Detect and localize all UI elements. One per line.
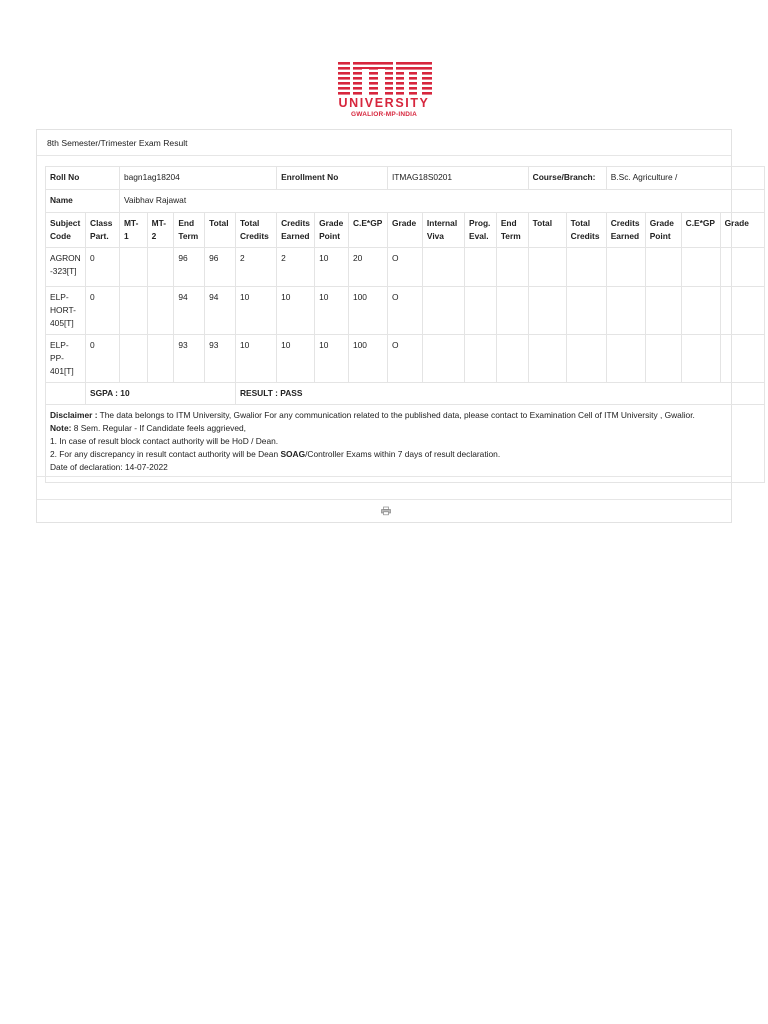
note-line-1: 1. In case of result block contact authority will be HoD / Dean.: [50, 436, 279, 446]
roll-no-label: Roll No: [46, 167, 120, 190]
course-value: B.Sc. Agriculture /: [606, 167, 764, 190]
subject-code-cell: ELP-HORT-405[T]: [46, 287, 86, 335]
subject-code-cell: AGRON-323[T]: [46, 248, 86, 287]
disclaimer-cell: [46, 405, 765, 483]
column-header: Credits Earned: [277, 213, 315, 248]
result-title: 8th Semester/Trimester Exam Result: [37, 130, 731, 156]
table-cell: [422, 248, 464, 287]
table-cell: [606, 287, 645, 335]
table-cell: 10: [235, 287, 276, 335]
result-card: [36, 129, 749, 523]
table-cell: [566, 248, 606, 287]
table-cell: [528, 335, 566, 383]
enrollment-label: Enrollment No: [277, 167, 388, 190]
table-cell: [147, 248, 174, 287]
table-cell: [606, 335, 645, 383]
table-cell: 0: [86, 287, 120, 335]
card-footer-spacer: [37, 476, 731, 500]
column-header: MT-1: [119, 213, 147, 248]
table-row: [46, 248, 765, 287]
roll-no-value: bagn1ag18204: [119, 167, 276, 190]
column-header: C.E*GP: [348, 213, 387, 248]
table-cell: [720, 248, 764, 287]
column-header: End Term: [174, 213, 205, 248]
column-header: Credits Earned: [606, 213, 645, 248]
result-status: RESULT : PASS: [235, 383, 764, 405]
name-label: Name: [46, 190, 120, 213]
subject-rows: [46, 248, 765, 383]
declaration-date: Date of declaration: 14-07-2022: [50, 462, 168, 472]
table-cell: [422, 335, 464, 383]
table-cell: [147, 335, 174, 383]
subject-code-cell: ELP-PP-401[T]: [46, 335, 86, 383]
table-cell: [464, 287, 496, 335]
note-text: 8 Sem. Regular - If Candidate feels aggrieved,: [71, 423, 246, 433]
table-cell: [566, 335, 606, 383]
table-cell: 96: [174, 248, 205, 287]
logo-university-text: UNIVERSITY: [338, 96, 430, 110]
table-cell: O: [387, 287, 422, 335]
table-cell: [119, 287, 147, 335]
table-cell: 0: [86, 248, 120, 287]
disclaimer-label: Disclaimer :: [50, 410, 98, 420]
table-cell: 10: [315, 287, 349, 335]
name-value: Vaibhav Rajawat: [119, 190, 764, 213]
table-cell: [528, 287, 566, 335]
column-header: Total: [528, 213, 566, 248]
column-header: Total Credits: [566, 213, 606, 248]
table-cell: [681, 287, 720, 335]
disclaimer-text: The data belongs to ITM University, Gwalior For any communication related to the published data, please contact to Examination Cell of ITM University , Gwalior.: [97, 410, 695, 420]
result-table: [45, 166, 765, 483]
table-cell: [496, 287, 528, 335]
table-cell: [147, 287, 174, 335]
table-cell: 96: [205, 248, 236, 287]
table-cell: [720, 335, 764, 383]
table-cell: 100: [348, 287, 387, 335]
student-info-row: [46, 167, 765, 190]
table-cell: 10: [277, 335, 315, 383]
column-header: C.E*GP: [681, 213, 720, 248]
column-header: Grade Point: [315, 213, 349, 248]
column-header: Grade: [720, 213, 764, 248]
table-cell: [645, 248, 681, 287]
printer-icon[interactable]: [381, 507, 391, 515]
print-row: [37, 499, 731, 523]
column-header: Grade: [387, 213, 422, 248]
column-header: End Term: [496, 213, 528, 248]
table-cell: 100: [348, 335, 387, 383]
table-cell: 10: [277, 287, 315, 335]
column-header: MT-2: [147, 213, 174, 248]
table-cell: [464, 248, 496, 287]
table-cell: [496, 335, 528, 383]
table-cell: [119, 248, 147, 287]
column-header: Grade Point: [645, 213, 681, 248]
table-cell: 94: [174, 287, 205, 335]
table-cell: [464, 335, 496, 383]
student-name-row: [46, 190, 765, 213]
column-header: Total: [205, 213, 236, 248]
table-cell: 20: [348, 248, 387, 287]
table-cell: 2: [277, 248, 315, 287]
table-cell: O: [387, 335, 422, 383]
table-cell: 0: [86, 335, 120, 383]
table-cell: [645, 335, 681, 383]
table-cell: [422, 287, 464, 335]
table-cell: [645, 287, 681, 335]
table-row: [46, 335, 765, 383]
note-label: Note:: [50, 423, 72, 433]
note-line-2-bold: SOAG: [280, 449, 306, 459]
note-line-2-post: /Controller Exams within 7 days of result declaration.: [305, 449, 501, 459]
table-cell: [566, 287, 606, 335]
sgpa: SGPA : 10: [86, 383, 236, 405]
table-row: [46, 287, 765, 335]
table-cell: O: [387, 248, 422, 287]
table-cell: 94: [205, 287, 236, 335]
table-cell: [119, 335, 147, 383]
column-header: Total Credits: [235, 213, 276, 248]
table-cell: [528, 248, 566, 287]
table-cell: 93: [174, 335, 205, 383]
table-cell: 93: [205, 335, 236, 383]
table-cell: [681, 248, 720, 287]
column-header: Class Part.: [86, 213, 120, 248]
table-cell: [496, 248, 528, 287]
table-cell: [681, 335, 720, 383]
itm-university-logo: [334, 62, 434, 120]
course-label: Course/Branch:: [528, 167, 606, 190]
summary-row: [46, 383, 765, 405]
column-header: Subject Code: [46, 213, 86, 248]
table-cell: 2: [235, 248, 276, 287]
result-table-wrap: [45, 166, 749, 494]
itm-logo-mark: [338, 62, 432, 95]
table-cell: 10: [315, 248, 349, 287]
table-cell: [606, 248, 645, 287]
summary-spacer: [46, 383, 86, 405]
table-cell: [720, 287, 764, 335]
table-cell: 10: [235, 335, 276, 383]
column-header-row: [46, 213, 765, 248]
note-line-2-pre: 2. For any discrepancy in result contact authority will be Dean: [50, 449, 281, 459]
column-header: Internal Viva: [422, 213, 464, 248]
enrollment-value: ITMAG18S0201: [387, 167, 528, 190]
column-header: Prog. Eval.: [464, 213, 496, 248]
disclaimer-row: [46, 405, 765, 483]
table-cell: 10: [315, 335, 349, 383]
logo-location-text: GWALIOR-MP-INDIA: [350, 111, 418, 118]
